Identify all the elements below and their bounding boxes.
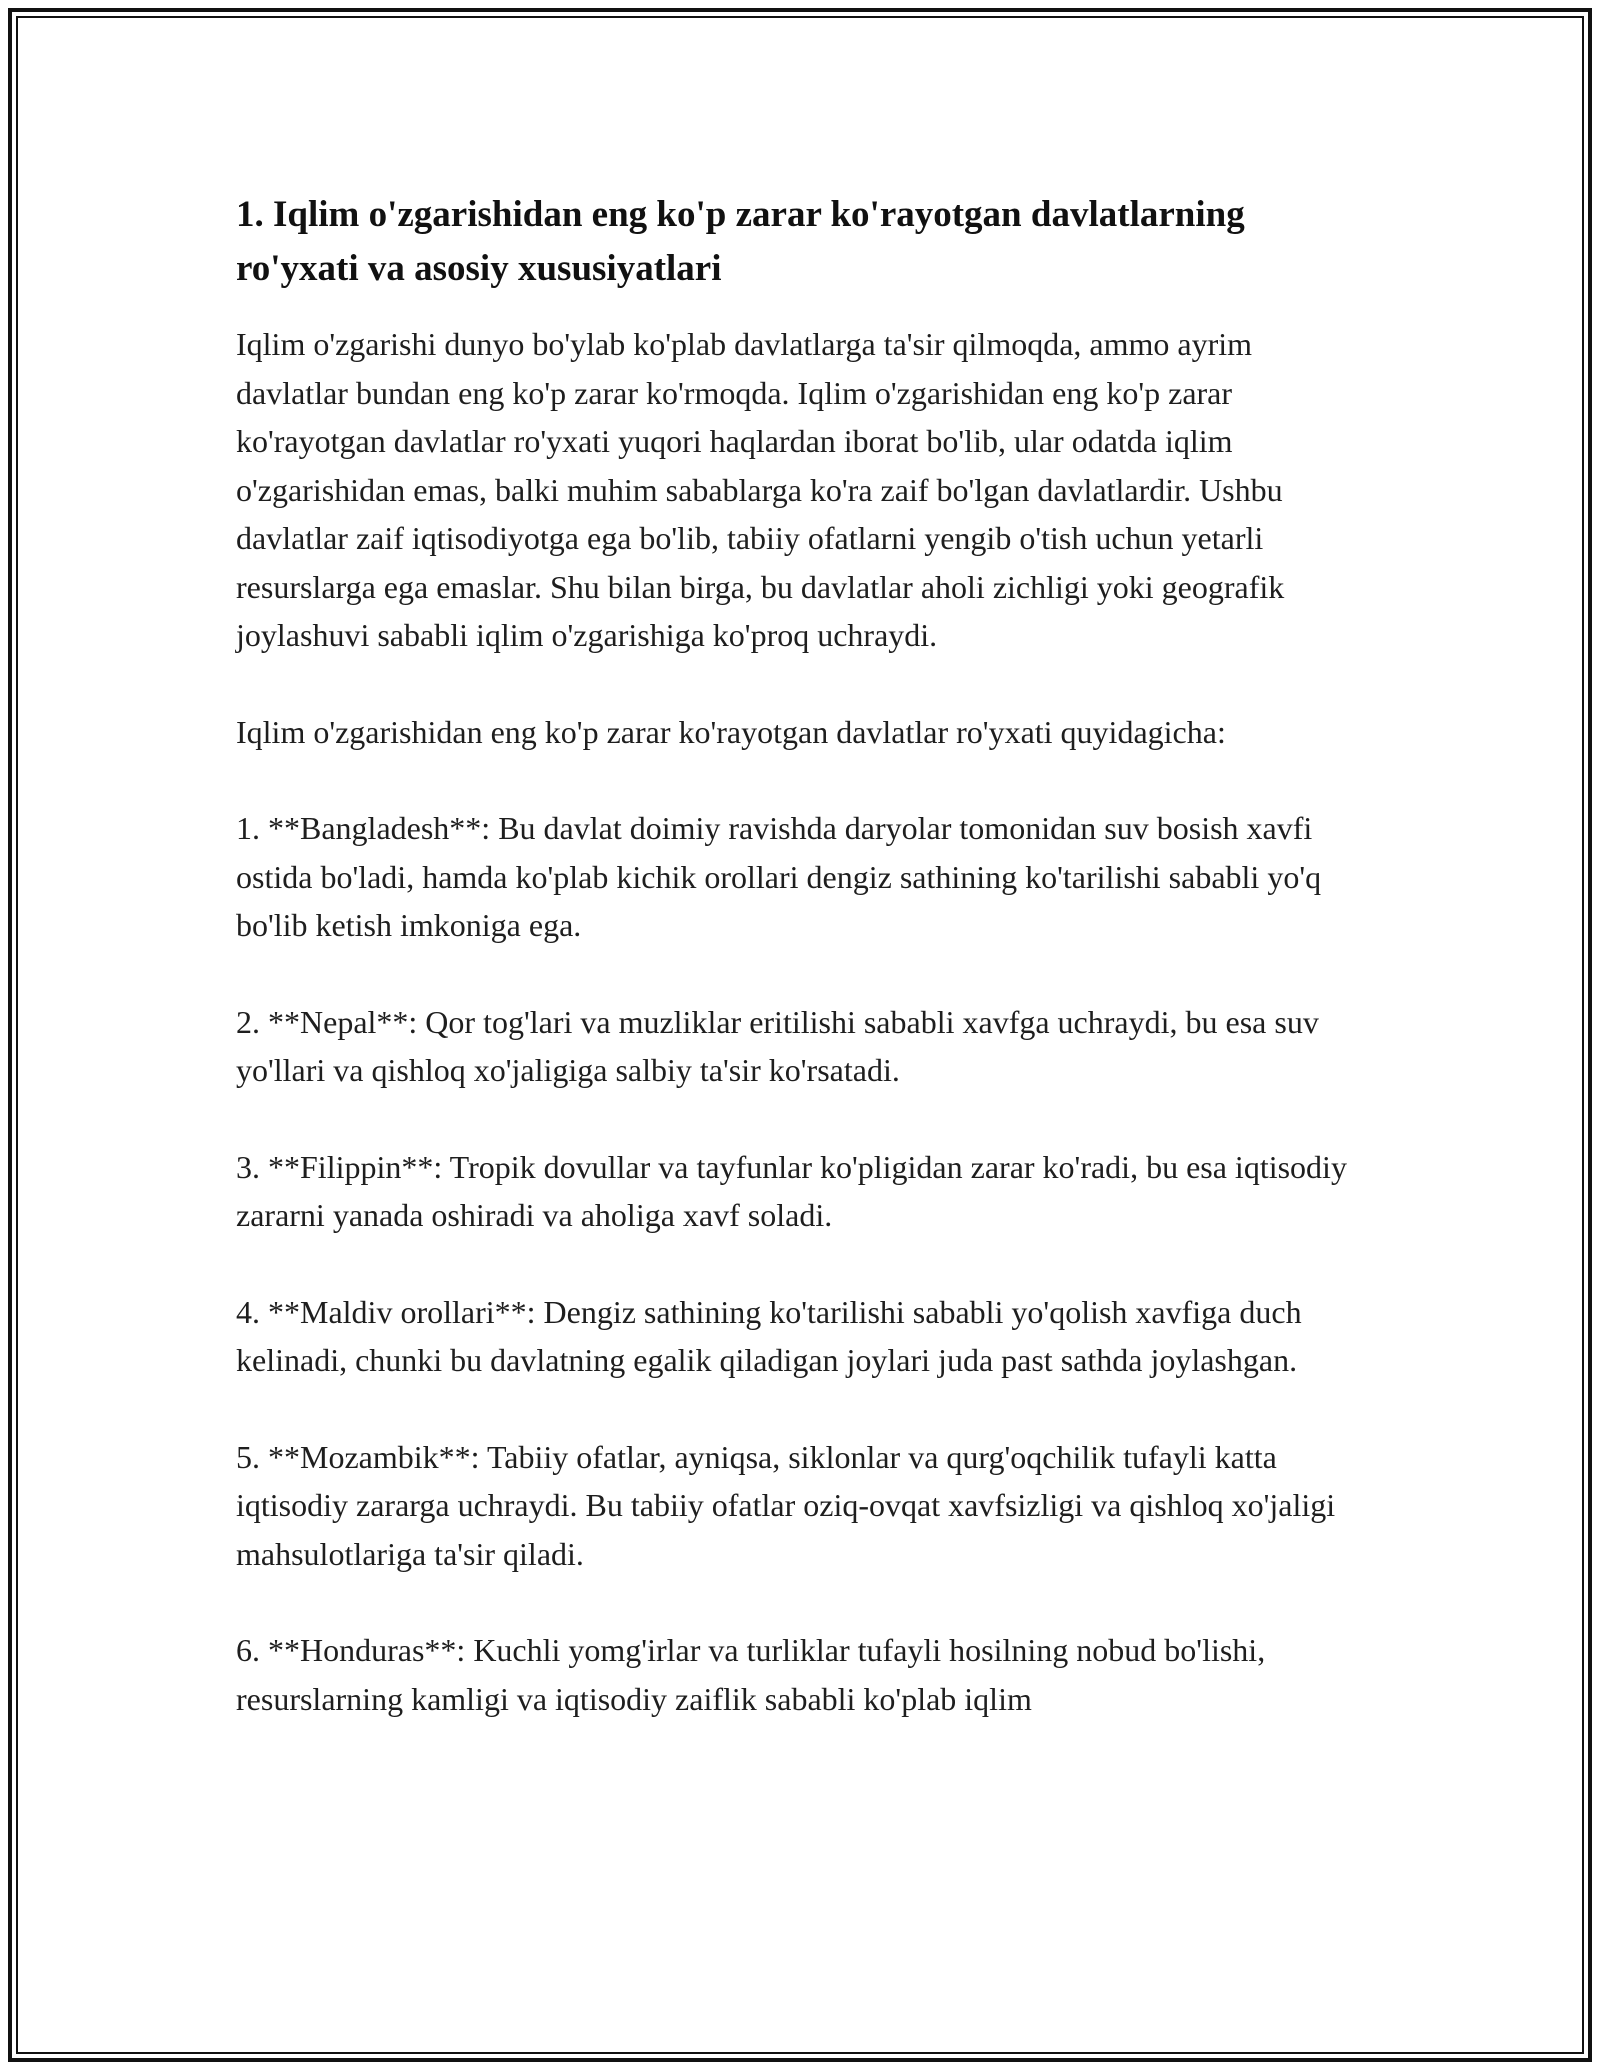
- list-item-maldiv: 4. **Maldiv orollari**: Dengiz sathining ko'tarilishi sababli yo'qolish xavfiga duch kelinadi, chunki bu davlatning egalik qiladigan joylari juda past sathda joylashgan.: [236, 1293, 1310, 1378]
- section-heading: 1. Iqlim o'zgarishidan eng ko'p zarar ko'rayotgan davlatlarning ro'yxati va asosiy xususiyatlari: [236, 194, 1245, 289]
- list-item-nepal: 2. **Nepal**: Qor tog'lari va muzliklar eritilishi sababli xavfga uchraydi, bu esa suv yo'llari va qishloq xo'jaligiga salbiy ta'sir ko'rsatadi.: [236, 1003, 1327, 1088]
- list-intro-paragraph: Iqlim o'zgarishidan eng ko'p zarar ko'rayotgan davlatlar ro'yxati quyidagicha:: [236, 713, 1226, 750]
- list-item-mozambik: 5. **Mozambik**: Tabiiy ofatlar, ayniqsa, siklonlar va qurg'oqchilik tufayli katta iqtisodiy zararga uchraydi. Bu tabiiy ofatlar oziq-ovqat xavfsizligi va qishloq xo'jaligi mahsulotlariga ta'sir qiladi.: [236, 1438, 1344, 1572]
- list-item-bangladesh: 1. **Bangladesh**: Bu davlat doimiy ravishda daryolar tomonidan suv bosish xavfi ostida bo'ladi, hamda ko'plab kichik orollari dengiz sathining ko'tarilishi sababli yo'q bo'lib ketish imkoniga ega.: [236, 810, 1330, 943]
- intro-paragraph: Iqlim o'zgarishi dunyo bo'ylab ko'plab davlatlarga ta'sir qilmoqda, ammo ayrim davlatlar bundan eng ko'p zarar ko'rmoqda. Iqlim o'zgarishidan eng ko'p zarar ko'rayotgan davlatlar ro'yxati yuqori haqlardan iborat bo'lib, ular odatda iqlim o'zgarishidan emas, balki muhim sabablarga ko'ra zaif bo'lgan davlatlardir. Ushbu davlatlar zaif iqtisodiyotga ega bo'lib, tabiiy ofatlarni yengib o'tish uchun yetarli resurslarga ega emaslar. Shu bilan birga, bu davlatlar aholi zichligi yoki geografik joylashuvi sababli iqlim o'zgarishiga ko'proq uchraydi.: [236, 326, 1293, 653]
- document-body: [236, 188, 1366, 1771]
- list-item-filippin: 3. **Filippin**: Tropik dovullar va tayfunlar ko'pligidan zarar ko'radi, bu esa iqtisodiy zararni yanada oshiradi va aholiga xavf soladi.: [236, 1148, 1355, 1233]
- list-item-honduras: 6. **Honduras**: Kuchli yomg'irlar va turliklar tufayli hosilning nobud bo'lishi, resurslarning kamligi va iqtisodiy zaiflik sababli ko'plab iqlim: [236, 1632, 1274, 1717]
